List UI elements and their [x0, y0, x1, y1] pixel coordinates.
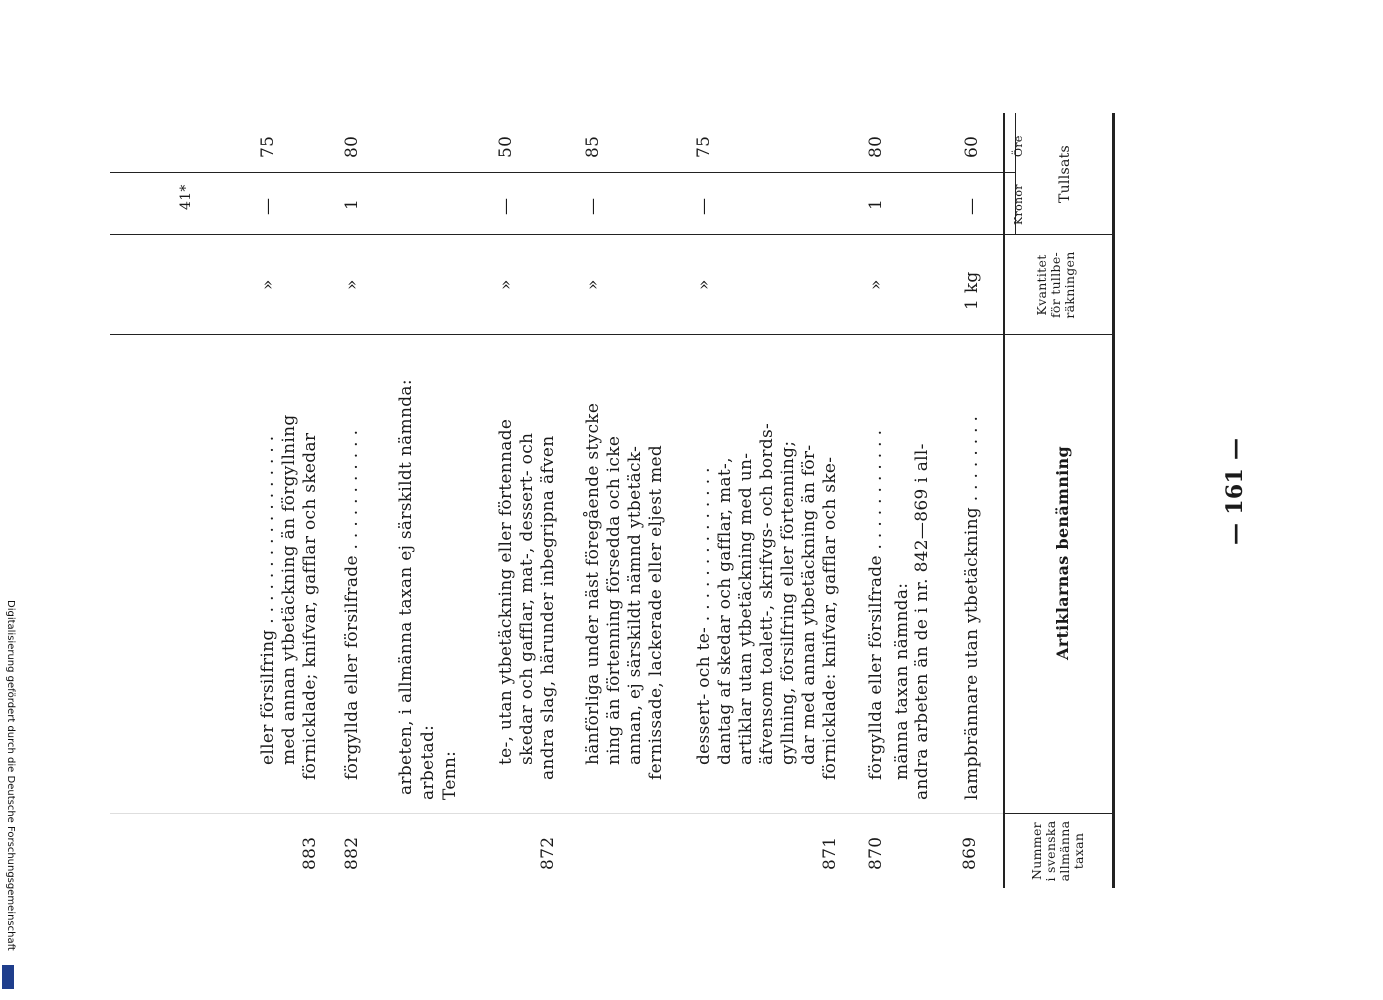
row-text: lampbrännare utan ytbetäckning . . . . . . . .: [962, 415, 982, 800]
header-kronor: Kronor: [1012, 184, 1025, 225]
row-kronor: —: [962, 197, 982, 215]
row-number-872: 872: [538, 836, 558, 870]
header-article-col: Artiklarnas benämning: [1053, 446, 1072, 660]
row-kronor: —: [258, 197, 278, 215]
rate-split-rule-long: [110, 172, 980, 173]
row-text: annan, ej särskildt nämnd ytbetäck-: [625, 445, 645, 765]
row-text: ning än förtenning försedda och icke: [604, 435, 624, 765]
row-number-871: 871: [820, 836, 840, 870]
row-ore: 80: [342, 135, 362, 158]
row-quantity: »: [866, 279, 886, 290]
header-bottom-rule: [1003, 113, 1005, 888]
row-kronor: —: [583, 197, 603, 215]
row-text: andra slag, härunder inbegripna äfven: [538, 435, 558, 780]
row-text: eller försilfring . . . . . . . . . . . . . . . . .: [258, 435, 278, 765]
row-text: dessert- och te- . . . . . . . . . . . . . .: [694, 467, 714, 765]
header-rate-col: Tullsats: [1057, 144, 1073, 204]
footer-mark: 41*: [178, 184, 194, 210]
row-quantity: »: [496, 279, 516, 290]
row-kronor: 1: [866, 198, 886, 210]
row-number-883: 883: [300, 836, 320, 870]
header-quantity-col: Kvantitet för tullbe- räkningen: [1034, 251, 1077, 319]
page-number: — 161 —: [1222, 437, 1248, 545]
row-quantity: »: [583, 279, 603, 290]
header-ore: Öre: [1012, 135, 1025, 157]
row-quantity: »: [342, 279, 362, 290]
row-quantity: 1 kg: [962, 271, 982, 310]
row-ore: 85: [583, 135, 603, 158]
row-text: männa taxan nämnda:: [892, 582, 912, 780]
row-number-869: 869: [960, 836, 980, 870]
row-kronor: —: [694, 197, 714, 215]
row-text: förnicklade: knifvar, gafflar och ske-: [820, 456, 840, 780]
row-ore: 75: [258, 135, 278, 158]
dfg-logo-icon: [2, 965, 14, 989]
row-ore: 60: [962, 135, 982, 158]
row-text: med annan ytbetäckning än förgyllning: [279, 414, 299, 765]
row-kronor: —: [496, 197, 516, 215]
row-text: dar med annan ytbetäckning än för-: [799, 444, 819, 765]
row-text: förgyllda eller försilfrade . . . . . . . . . . .: [866, 429, 886, 780]
row-ore: 80: [866, 135, 886, 158]
row-text: förnicklade; knifvar, gafflar och skedar: [300, 432, 320, 780]
row-text: fernissade, lackerade eller eljest med: [646, 444, 666, 780]
row-text: te-, utan ytbetäckning eller förtennade: [496, 418, 516, 765]
row-ore: 75: [694, 135, 714, 158]
row-number-882: 882: [342, 836, 362, 870]
col-rule-2: [110, 334, 1113, 335]
row-quantity: »: [258, 279, 278, 290]
row-text: andra arbeten än de i nr. 842—869 i all-: [912, 443, 932, 800]
row-text: förgyllda eller försilfrade . . . . . . . . . . .: [342, 429, 362, 780]
digitization-credit: Digitalisierung gefördert durch die Deutsche Forschungsgemeinschaft: [5, 600, 16, 951]
col-rule-3: [110, 234, 1113, 235]
row-ore: 50: [496, 135, 516, 158]
col-rule-1b: [110, 813, 1005, 814]
row-kronor: 1: [342, 198, 362, 210]
table-top-rule: [1112, 113, 1115, 888]
row-text: hänförliga under näst föregående stycke: [583, 402, 603, 765]
section-subheading: arbeten, i allmänna taxan ej särskildt nämnda:: [396, 379, 416, 795]
row-number-870: 870: [866, 836, 886, 870]
row-text: artiklar utan ytbetäckning med un-: [736, 452, 756, 765]
header-number-col: Nummer i svenska allmänna taxan: [1029, 820, 1086, 882]
row-text: äfvensom toalett-, skrifvgs- och bords-: [757, 422, 777, 765]
row-quantity: »: [694, 279, 714, 290]
row-text: gyllning, försilfring eller förtenning;: [778, 440, 798, 765]
row-text: skedar och gafflar, mat-, dessert- och: [517, 432, 537, 765]
row-text: dantag af skedar och gafflar, mat-,: [715, 457, 735, 765]
section-heading-tenn: Tenn:: [440, 750, 460, 800]
rate-split-rule: [975, 172, 1015, 173]
section-subheading: arbetad:: [418, 724, 438, 800]
